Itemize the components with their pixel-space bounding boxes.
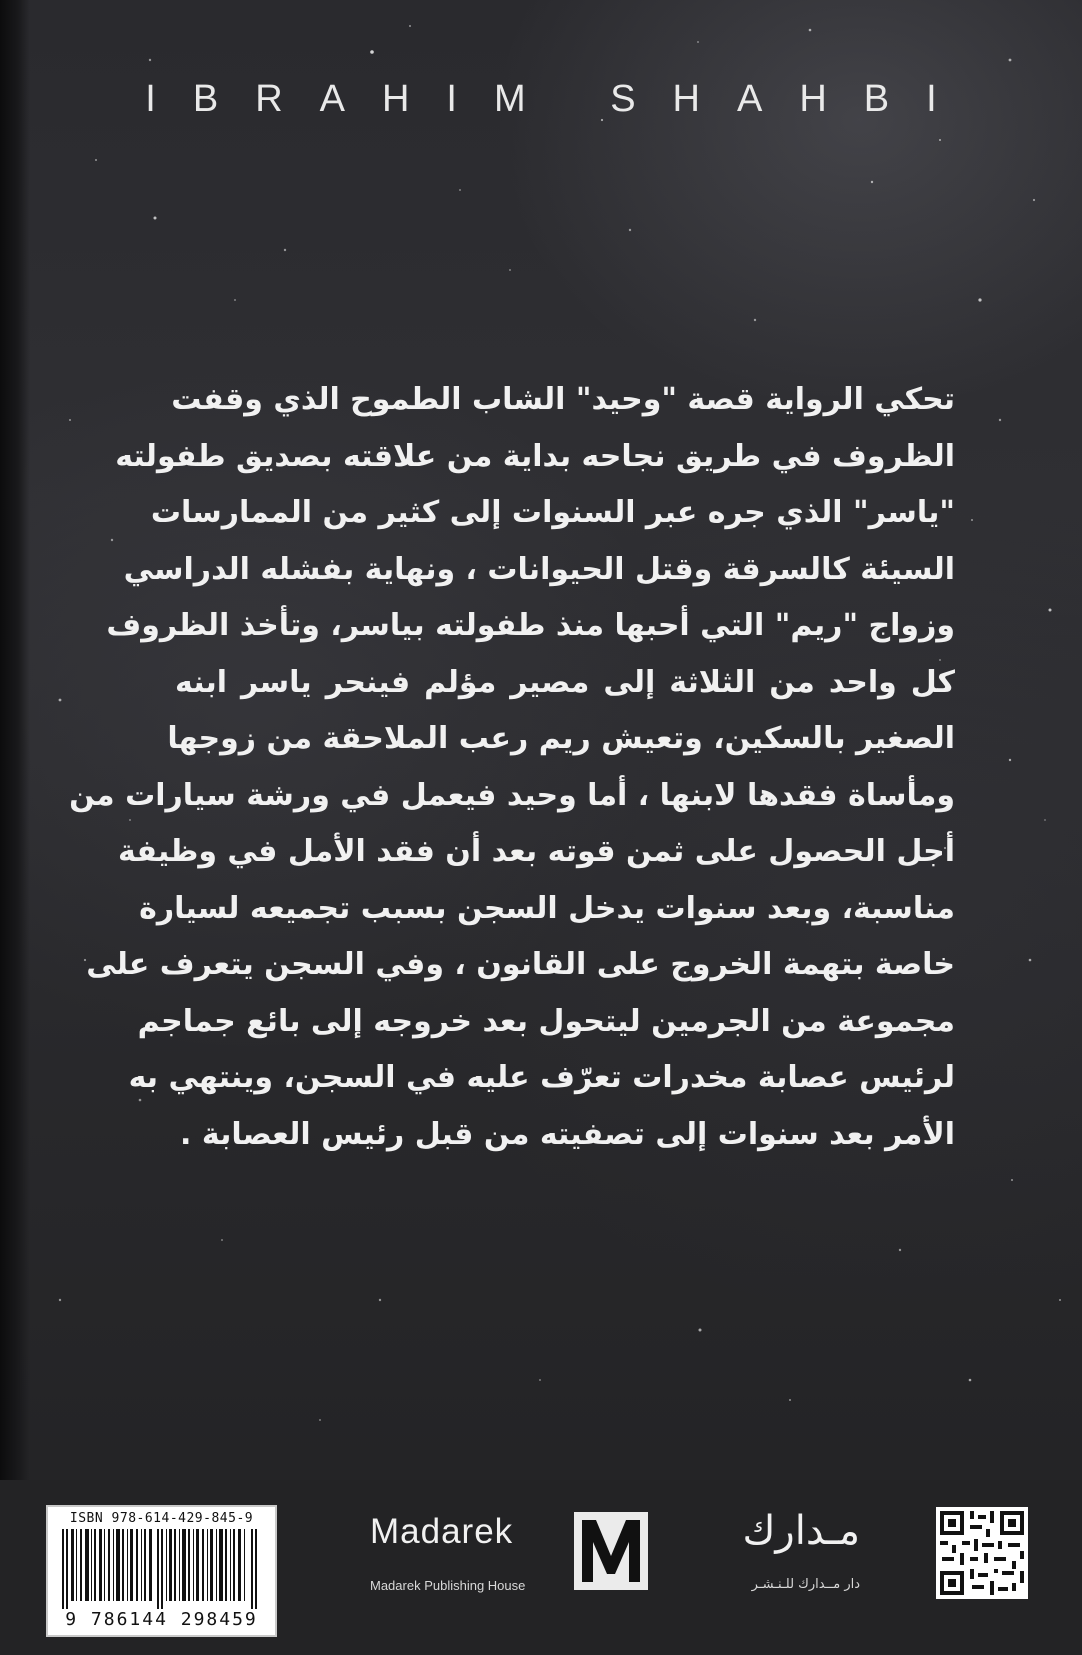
barcode-icon: [58, 1529, 265, 1609]
synopsis-line: أجل الحصول على ثمن قوته بعد أن فقد الأمل في وظيفة: [118, 834, 955, 869]
qr-code-icon: [936, 1507, 1028, 1599]
synopsis-line: تحكي الرواية قصة "وحيد" الشاب الطموح الذي وقفت: [171, 382, 955, 417]
synopsis-line: الأمر بعد سنوات إلى تصفيته من قبل رئيس العصابة .: [180, 1116, 955, 1152]
isbn-barcode: [46, 1505, 277, 1637]
synopsis-line: الظروف في طريق نجاحه بداية من علاقته بصديق طفولته: [115, 438, 955, 474]
publisher-logo-icon: [574, 1512, 648, 1590]
synopsis-line: "ياسر" الذي جره عبر السنوات إلى كثير من الممارسات: [150, 495, 955, 530]
synopsis-line: ومأساة فقدها لابنها ، أما وحيد فيعمل في ورشة سيارات من: [69, 777, 955, 813]
synopsis-line: لرئيس عصابة مخدرات تعرّف عليه في السجن، وينتهي به: [128, 1060, 955, 1095]
publisher-subtitle-en: Madarek Publishing House: [370, 1578, 526, 1593]
synopsis-line: وزواج "ريم" التي أحبها منذ طفولته بياسر، وتأخذ الظروف: [106, 608, 955, 643]
synopsis-line: كل واحد من الثلاثة إلى مصير مؤلم فينحر ياسر ابنه: [175, 664, 955, 700]
synopsis-line: مناسبة، وبعد سنوات يدخل السجن بسبب تجميعه لسيارة: [139, 890, 955, 926]
publisher-subtitle-ar: دار مــدارك للـنـشـر: [751, 1577, 860, 1592]
author-name: IBRAHIM SHAHBI: [145, 78, 974, 120]
publisher-name-ar: مـدارك: [742, 1508, 860, 1554]
synopsis-text: [69, 372, 955, 1163]
spine-shadow: [0, 0, 30, 1655]
synopsis-line: مجموعة من الجرمين ليتحول بعد خروجه إلى بائع جماجم: [137, 1003, 955, 1039]
isbn-label: ISBN 978-614-429-845-9: [69, 1511, 254, 1526]
barcode-digits: 9 786144 298459: [65, 1609, 258, 1630]
publisher-name-en: Madarek: [370, 1512, 514, 1551]
synopsis-line: الصغير بالسكين، وتعيش ريم رعب الملاحقة من زوجها: [167, 721, 955, 756]
synopsis-line: خاصة بتهمة الخروج على القانون ، وفي السجن يتعرف على: [86, 947, 955, 982]
synopsis-line: السيئة كالسرقة وقتل الحيوانات ، ونهاية بفشله الدراسي: [123, 551, 955, 587]
